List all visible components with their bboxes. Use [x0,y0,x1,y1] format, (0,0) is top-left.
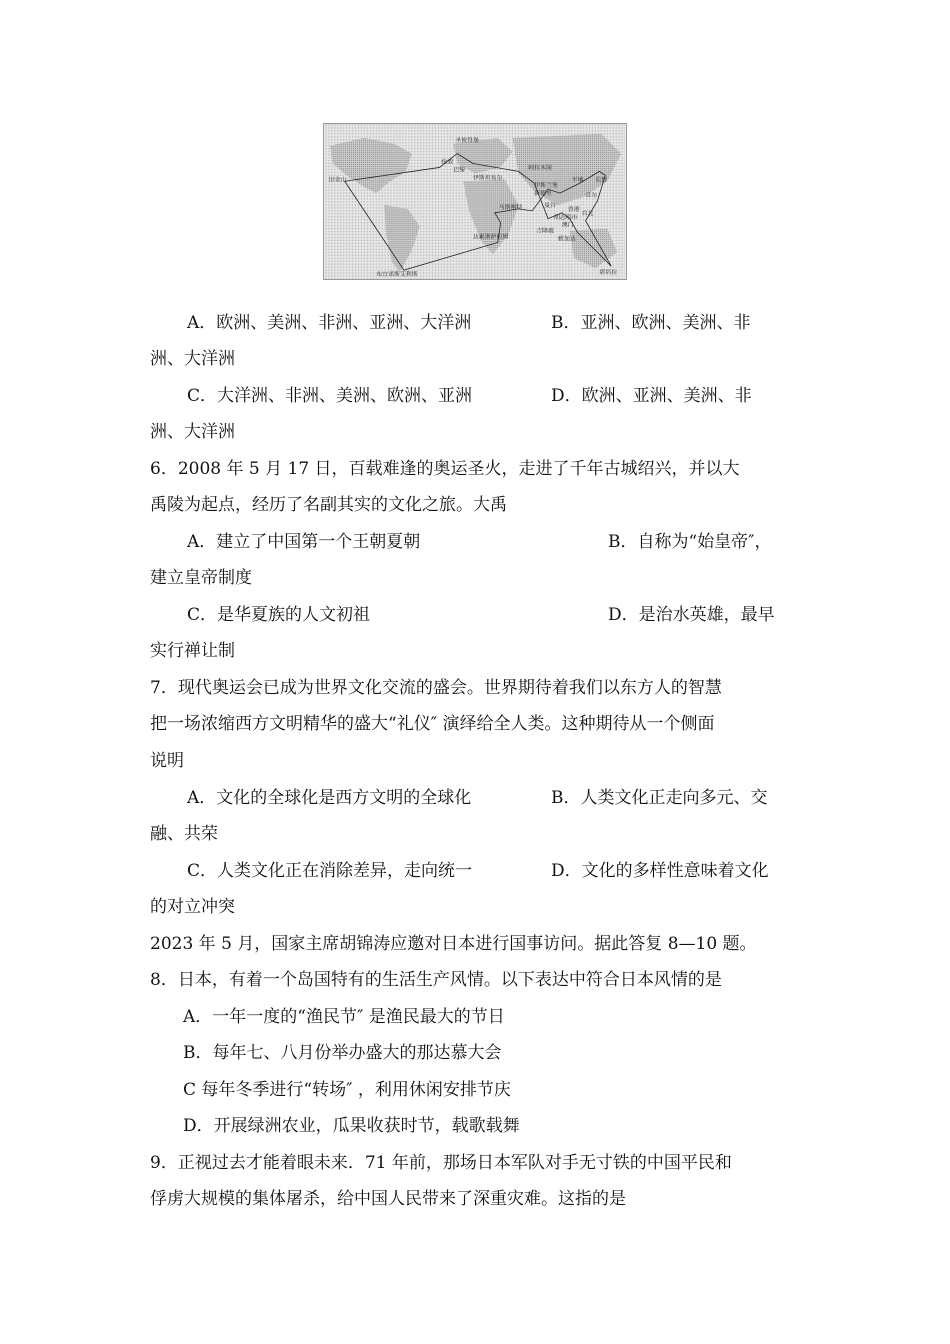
map-label: 布宜诺斯艾利斯 [376,272,418,279]
map-label: 平壤 [571,177,584,184]
torch-relay-map [323,123,627,280]
q6-option-b-continued: 建立皇帝制度 [150,568,252,588]
q7-stem-line-2: 把一场浓缩西方文明精华的盛大“礼仪″ 演绎给全人类。这种期待从一个侧面 [150,714,715,734]
map-label: 马斯喀特 [498,204,523,211]
map-label: 达累斯萨拉姆 [473,234,509,241]
world-map-figure [324,124,626,279]
map-label: 旧金山 [328,177,347,184]
map-label: 新德里 [534,191,552,198]
q8-option-d: D．开展绿洲农业，瓜果收获时节，载歌载舞 [183,1116,520,1136]
q9-stem-line-1: 9．正视过去才能着眼未来．71 年前，那场日本军队对手无寸铁的中国平民和 [150,1153,732,1173]
q6-option-a: A．建立了中国第一个王朝夏朝 [187,532,421,552]
map-label: 澳门 [561,222,574,229]
map-label: 长野 [595,177,608,184]
map-label: 阿拉木图 [528,165,552,172]
q7-option-b-continued: 融、共荣 [150,824,218,844]
map-label: 吉隆坡 [536,228,554,235]
map-label: 伊斯坦布尔 [473,175,503,182]
q5-option-a: A．欧洲、美洲、非洲、亚洲、大洋洲 [187,313,472,333]
q7-stem-line-1: 7．现代奥运会已成为世界文化交流的盛会。世界期待着我们以东方人的智慧 [150,678,722,698]
q7-stem-line-3: 说明 [150,751,184,771]
map-label: 伊斯兰堡 [534,183,558,190]
map-label: 圣彼得堡 [455,137,479,144]
map-label: 堪培拉 [599,270,618,277]
map-label: 伦敦 [441,159,454,166]
section-intro: 2023 年 5 月，国家主席胡锦涛应邀对日本进行国事访问。据此答复 8—10 题。 [150,934,757,954]
q8-option-b: B．每年七、八月份举办盛大的那达慕大会 [183,1043,502,1063]
q6-option-c: C．是华夏族的人文初祖 [187,605,371,625]
q7-option-c: C．人类文化正在消除差异，走向统一 [187,861,473,881]
q6-stem-line-2: 禹陵为起点，经历了名副其实的文化之旅。大禹 [150,495,507,515]
q6-stem-line-1: 6．2008 年 5 月 17 日，百载难逢的奥运圣火，走进了千年古城绍兴，并以大 [150,459,740,479]
q7-option-d: D．文化的多样性意味着文化 [551,861,769,881]
map-label: 首尔 [585,193,598,200]
q7-option-a: A．文化的全球化是西方文明的全球化 [187,788,472,808]
q5-option-d-continued: 洲、大洋洲 [150,422,235,442]
map-label: 巴黎 [453,167,466,174]
q5-option-b-continued: 洲、大洋洲 [150,349,235,369]
q8-option-c: C 每年冬季进行“转场″ ，利用休闲安排节庆 [183,1080,511,1100]
map-label: 胡志明市 [553,214,578,221]
q5-option-d: D．欧洲、亚洲、美洲、非 [551,386,752,406]
q8-option-a: A．一年一度的“渔民节″ 是渔民最大的节日 [183,1007,505,1027]
q6-option-b: B．自称为“始皇帝″， [608,532,772,552]
q7-option-d-continued: 的对立冲突 [150,897,235,917]
q8-stem: 8．日本，有着一个岛国特有的生活生产风情。以下表达中符合日本风情的是 [150,970,722,990]
q5-option-b: B．亚洲、欧洲、美洲、非 [551,313,751,333]
q6-option-d: D．是治水英雄，最早 [608,605,775,625]
map-label: 曼谷 [544,202,556,209]
map-label: 雅加达 [557,236,576,243]
q7-option-b: B．人类文化正走向多元、交 [551,788,768,808]
map-label: 台北 [581,210,594,217]
q5-option-c: C．大洋洲、非洲、美洲、欧洲、亚洲 [187,386,473,406]
map-label: 香港 [567,206,580,213]
q9-stem-line-2: 俘虏大规模的集体屠杀，给中国人民带来了深重灾难。这指的是 [150,1189,626,1209]
q6-option-d-continued: 实行禅让制 [150,641,235,661]
